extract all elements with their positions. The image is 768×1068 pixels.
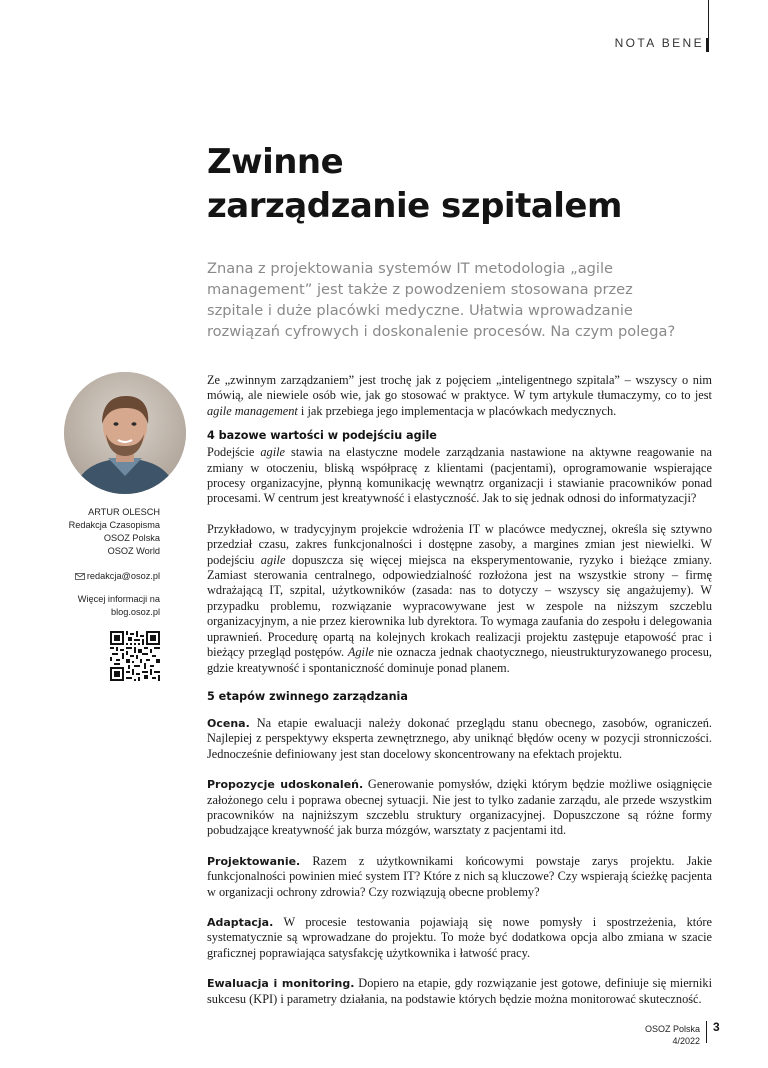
more-info xyxy=(40,593,160,619)
title-line-1: Zwinne xyxy=(207,142,344,182)
paragraph: Przykładowo, w tradycyjnym projekcie wdrożenia IT w placówce medycznej, określa się sztywno przedział czasu, zakres funkcjonalności i dostępne zasoby, a margines zmian jest niewielki. W podejściu agile dopuszcza się więcej miejsca na eksperymentowanie, ryzyko i bieżące zmiany. Zamiast sterowania centralnego, odpowiedzialność rozłożona jest na wszystkie strony – firmę wdrażającą IT, szpital, użytkowników (zasada: nas to dotyczy – wszyscy się angażujemy). W przypadku problemu, rozwiązanie wypracowywane jest w zespole na niższym szczeblu organizacyjnym, a nie przez kierownika lub dyrektora. To wymaga zaufania do zespołu i delegowania uprawnień. Procedurę opartą na kolejnych krokach realizacji projektu zastępuje etapowość prac i bieżący przegląd postępów. Agile nie oznacza jednak chaotycznego, nieustrukturyzowanego procesu, gdzie kreatywność i spontaniczność dominuje ponad planem. xyxy=(207,521,712,675)
step-paragraph: Propozycje udoskonaleń. Generowanie pomysłów, dzięki którym będzie możliwe osiągnięcie założonego celu i poprawa obecnej sytuacji. Nie jest to tylko zadanie zarządu, ale przede wszystkim pracowników na najniższym szczeblu struktury organizacyjnej. Dopuszczone są różne formy pobudzające kreatywność jak burza mózgów, warsztaty z pacjentami itd. xyxy=(207,777,712,838)
page-number: 3 xyxy=(713,1020,720,1034)
step-title: Projektowanie. xyxy=(207,854,301,868)
footer-magazine-name: OSOZ Polska xyxy=(644,1024,700,1034)
section-heading: 4 bazowe wartości w podejściu agile xyxy=(207,429,437,443)
author-photo xyxy=(64,372,186,494)
section-marker xyxy=(706,38,709,52)
step-paragraph: Adaptacja. W procesie testowania pojawiają się nowe pomysły i spostrzeżenia, które systematycznie są wprowadzane do projektu. To może być dodatkowa opcja albo zmiana w szacie graficznej poprawiająca satysfakcję użytkownika i łatwość pracy. xyxy=(207,914,712,960)
author-info xyxy=(40,506,160,619)
step-title: Ocena. xyxy=(207,716,250,730)
step-paragraph: Ewaluacja i monitoring. Dopiero na etapie, gdy rozwiązanie jest gotowe, definiuje się mierniki sukcesu (KPI) i parametry działania, na podstawie których będzie można monitorować skuteczność. xyxy=(207,976,712,1006)
author-email[interactable]: redakcja@osoz.pl xyxy=(86,571,160,581)
section-heading: 5 etapów zwinnego zarządzania xyxy=(207,689,408,703)
step-title: Propozycje udoskonaleń. xyxy=(207,778,364,792)
more-info-label: Więcej informacji na xyxy=(77,594,160,604)
author-affiliation: Redakcja Czasopisma xyxy=(68,520,160,530)
step-paragraph: Ocena. Na etapie ewaluacji należy dokonać przeglądu stanu obecnego, zasobów, ograniczeń. Najlepiej z perspektywy eksperta zewnętrznego, aby uniknąć błędów oceny w pozycji stronniczości. Jednocześnie definiowany jest stan docelowy skoncentrowany na efektach projektu. xyxy=(207,715,712,761)
header-rule xyxy=(708,0,709,40)
author-affiliation: OSOZ Polska xyxy=(103,533,160,543)
footer-magazine-info xyxy=(645,1023,700,1047)
article-lead: Znana z projektowania systemów IT metodologia „agile management” jest także z powodzeniem stosowana przez szpitale i duże placówki medyczne. Ułatwia wprowadzanie rozwiązań cyfrowych i doskonalenie procesów. Na czym polega? xyxy=(207,260,676,340)
title-line-2: zarządzanie szpitalem xyxy=(207,186,622,226)
paragraph: Podejście agile stawia na elastyczne modele zarządzania nastawione na aktywne reagowanie na zmiany w otoczeniu, bliską współpracę z klientami (pacjentami), oprogramowanie wspierające procesy organizacyjne, płynną komunikację wewnątrz organizacji i stawianie pracowników ponad procesami. W centrum jest kreatywność i elastyczność. Jak to się jednak odnosi do informatyzacji? xyxy=(207,445,712,506)
more-info-link[interactable]: blog.osoz.pl xyxy=(110,607,160,617)
author-email-row[interactable] xyxy=(40,570,160,583)
intro-paragraph: Ze „zwinnym zarządzaniem” jest trochę jak z pojęciem „inteligentnego szpitala” – wszyscy o nim mówią, ale niewiele osób wie, jak go stosować w praktyce. W tym artykule tłumaczymy, co to jest agile management i jak przebiega jego implementacja w placówkach medycznych. xyxy=(207,373,712,418)
author-portrait-illustration xyxy=(64,372,186,494)
step-title: Adaptacja. xyxy=(207,915,274,929)
article-title xyxy=(207,140,727,228)
qr-code-icon[interactable] xyxy=(110,631,160,681)
author-affiliation: OSOZ World xyxy=(107,546,160,556)
step-title: Ewaluacja i monitoring. xyxy=(207,977,355,991)
footer-issue: 4/2022 xyxy=(672,1036,700,1046)
article-body xyxy=(207,373,712,1007)
author-name: ARTUR OLESCH xyxy=(88,507,160,517)
footer-divider xyxy=(706,1021,707,1043)
envelope-icon xyxy=(75,573,85,580)
section-label: NOTA BENE xyxy=(614,36,704,50)
step-paragraph: Projektowanie. Razem z użytkownikami końcowymi powstaje zarys projektu. Jakie funkcjonalności powinien mieć system IT? Które z nich są kluczowe? Czy wspierają ścieżkę pacjenta w organizacji ochrony zdrowia? Czy rozwiązują obecne problemy? xyxy=(207,853,712,899)
